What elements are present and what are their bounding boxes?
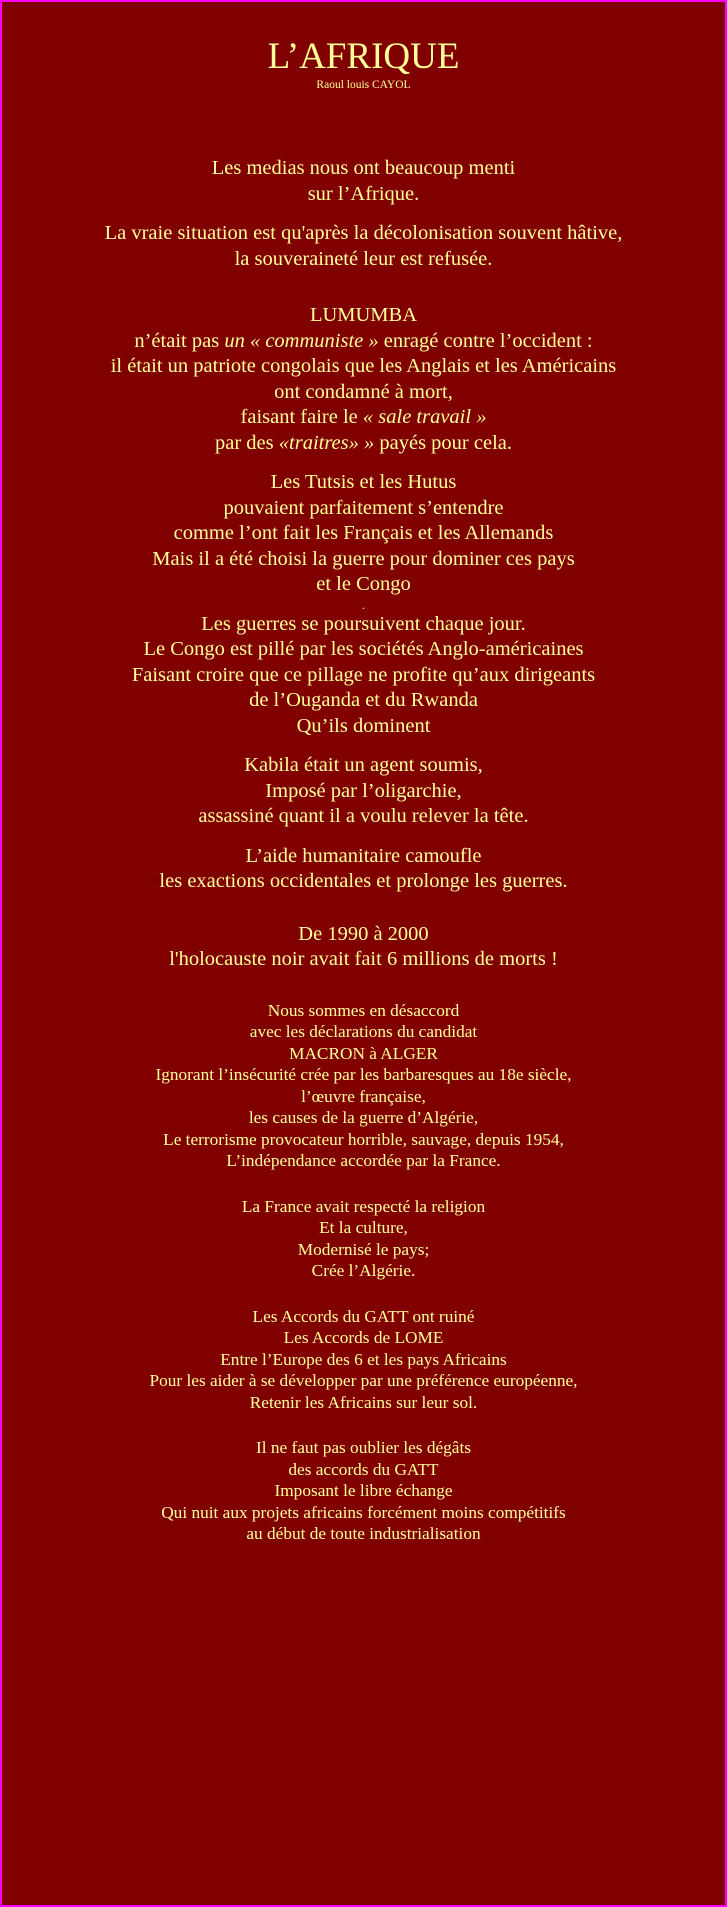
poem-line: des accords du GATT bbox=[288, 1459, 439, 1479]
poem-line: La France avait respecté la religion bbox=[241, 1196, 486, 1216]
stanza-separator-dot bbox=[10, 598, 717, 612]
poem-line: Imposé par l’oligarchie, bbox=[265, 779, 462, 802]
poem-line: LUMUMBA bbox=[309, 304, 418, 326]
poem-line: Et la culture, bbox=[319, 1218, 408, 1237]
poem-line bbox=[10, 405, 717, 431]
stanza-france bbox=[10, 1196, 717, 1282]
poem-body bbox=[2, 156, 725, 1545]
poem-line: sur l’Afrique. bbox=[307, 182, 420, 205]
poem-line: Les Accords du GATT ont ruiné bbox=[252, 1306, 475, 1326]
stanza-lumumba bbox=[10, 329, 717, 457]
poem-line: Entre l’Europe des 6 et les pays Africains bbox=[220, 1349, 507, 1369]
stanza-situation bbox=[10, 221, 717, 272]
text-segment: par des bbox=[215, 431, 279, 454]
stanza-holocauste bbox=[10, 922, 717, 973]
poem-line: il était un patriote congolais que les Anglais et les Américains bbox=[110, 355, 617, 377]
poem-line: ont condamné à mort, bbox=[274, 380, 453, 403]
poem-line: comme l’ont fait les Français et les Allemands bbox=[173, 522, 554, 544]
poem-line: et le Congo bbox=[316, 573, 411, 595]
stanza-macron bbox=[10, 1000, 717, 1172]
poem-line: Ignorant l’insécurité crée par les barbaresques au 18e siècle, bbox=[155, 1065, 572, 1084]
poem-line: Qui nuit aux projets africains forcément moins compétitifs bbox=[161, 1502, 566, 1522]
poem-line bbox=[10, 329, 717, 355]
poem-line: Pour les aider à se développer par une préférence européenne, bbox=[149, 1371, 578, 1390]
poem-line bbox=[10, 431, 717, 457]
poem-line: La vraie situation est qu'après la décolonisation souvent hâtive, bbox=[104, 222, 623, 244]
author-name: Raoul louis CAYOL bbox=[316, 79, 411, 91]
text-segment: enragé contre l’occident : bbox=[378, 329, 593, 352]
stanza-medias bbox=[10, 156, 717, 207]
poem-line: Kabila était un agent soumis, bbox=[244, 754, 483, 776]
poem-line: Mais il a été choisi la guerre pour dominer ces pays bbox=[152, 547, 575, 570]
poem-line: Retenir les Africains sur leur sol. bbox=[249, 1392, 478, 1412]
poem-line: Les medias nous ont beaucoup menti bbox=[211, 157, 516, 179]
poem-line: MACRON à ALGER bbox=[289, 1043, 438, 1063]
poem-line: Modernisé le pays; bbox=[297, 1239, 430, 1259]
poem-line: L’aide humanitaire camoufle bbox=[245, 844, 482, 867]
poem-line: Imposant le libre échange bbox=[274, 1481, 453, 1500]
poem-line: Faisant croire que ce pillage ne profite qu’aux dirigeants bbox=[131, 663, 596, 686]
stanza-gatt-degats bbox=[10, 1437, 717, 1545]
poem-line: Les Accords de LOME bbox=[283, 1328, 444, 1347]
stanza-tutsis bbox=[10, 470, 717, 598]
poem-line: Les guerres se poursuivent chaque jour. bbox=[201, 612, 526, 635]
poem-line: Il ne faut pas oublier les dégâts bbox=[256, 1438, 471, 1457]
poem-line: pouvaient parfaitement s’entendre bbox=[223, 496, 504, 519]
italic-phrase: «traitres» » bbox=[278, 431, 375, 454]
poem-line: assassiné quant il a voulu relever la tête. bbox=[198, 805, 529, 827]
poem-line: l’œuvre française, bbox=[301, 1086, 426, 1106]
italic-phrase: « sale travail » bbox=[362, 406, 487, 428]
text-segment: n’était pas bbox=[134, 329, 225, 352]
poem-line: Les Tutsis et les Hutus bbox=[270, 471, 457, 493]
poem-line: les exactions occidentales et prolonge les guerres. bbox=[159, 870, 568, 892]
poem-line: Le Congo est pillé par les sociétés Anglo-américaines bbox=[143, 638, 584, 660]
poem-line: Qu’ils dominent bbox=[296, 714, 431, 737]
poem-line: au début de toute industrialisation bbox=[246, 1524, 481, 1543]
text-segment: faisant faire le bbox=[240, 406, 363, 428]
poem-line: Nous sommes en désaccord bbox=[267, 1000, 460, 1020]
stanza-kabila bbox=[10, 753, 717, 830]
poem-line: la souveraineté leur est refusée. bbox=[234, 247, 493, 270]
separator-dot: . bbox=[362, 597, 365, 612]
poem-line: De 1990 à 2000 bbox=[298, 922, 429, 945]
text-segment: payés pour cela. bbox=[374, 431, 512, 454]
page-header bbox=[2, 2, 725, 92]
poem-line: les causes de la guerre d’Algérie, bbox=[248, 1108, 479, 1127]
page-title: L’AFRIQUE bbox=[267, 36, 460, 77]
stanza-gatt-lome bbox=[10, 1306, 717, 1414]
stanza-guerres bbox=[10, 612, 717, 740]
poem-line: L’indépendance accordée par la France. bbox=[226, 1151, 501, 1170]
poem-line: Crée l’Algérie. bbox=[311, 1261, 416, 1280]
poem-line: avec les déclarations du candidat bbox=[249, 1022, 478, 1041]
poem-line: de l’Ouganda et du Rwanda bbox=[249, 689, 478, 711]
stanza-aide bbox=[10, 844, 717, 895]
poem-line: l'holocauste noir avait fait 6 millions de morts ! bbox=[169, 948, 558, 970]
poem-line: Le terrorisme provocateur horrible, sauvage, depuis 1954, bbox=[163, 1129, 564, 1149]
stanza-lumumba-heading bbox=[10, 303, 717, 329]
italic-phrase: un « communiste » bbox=[224, 329, 379, 352]
